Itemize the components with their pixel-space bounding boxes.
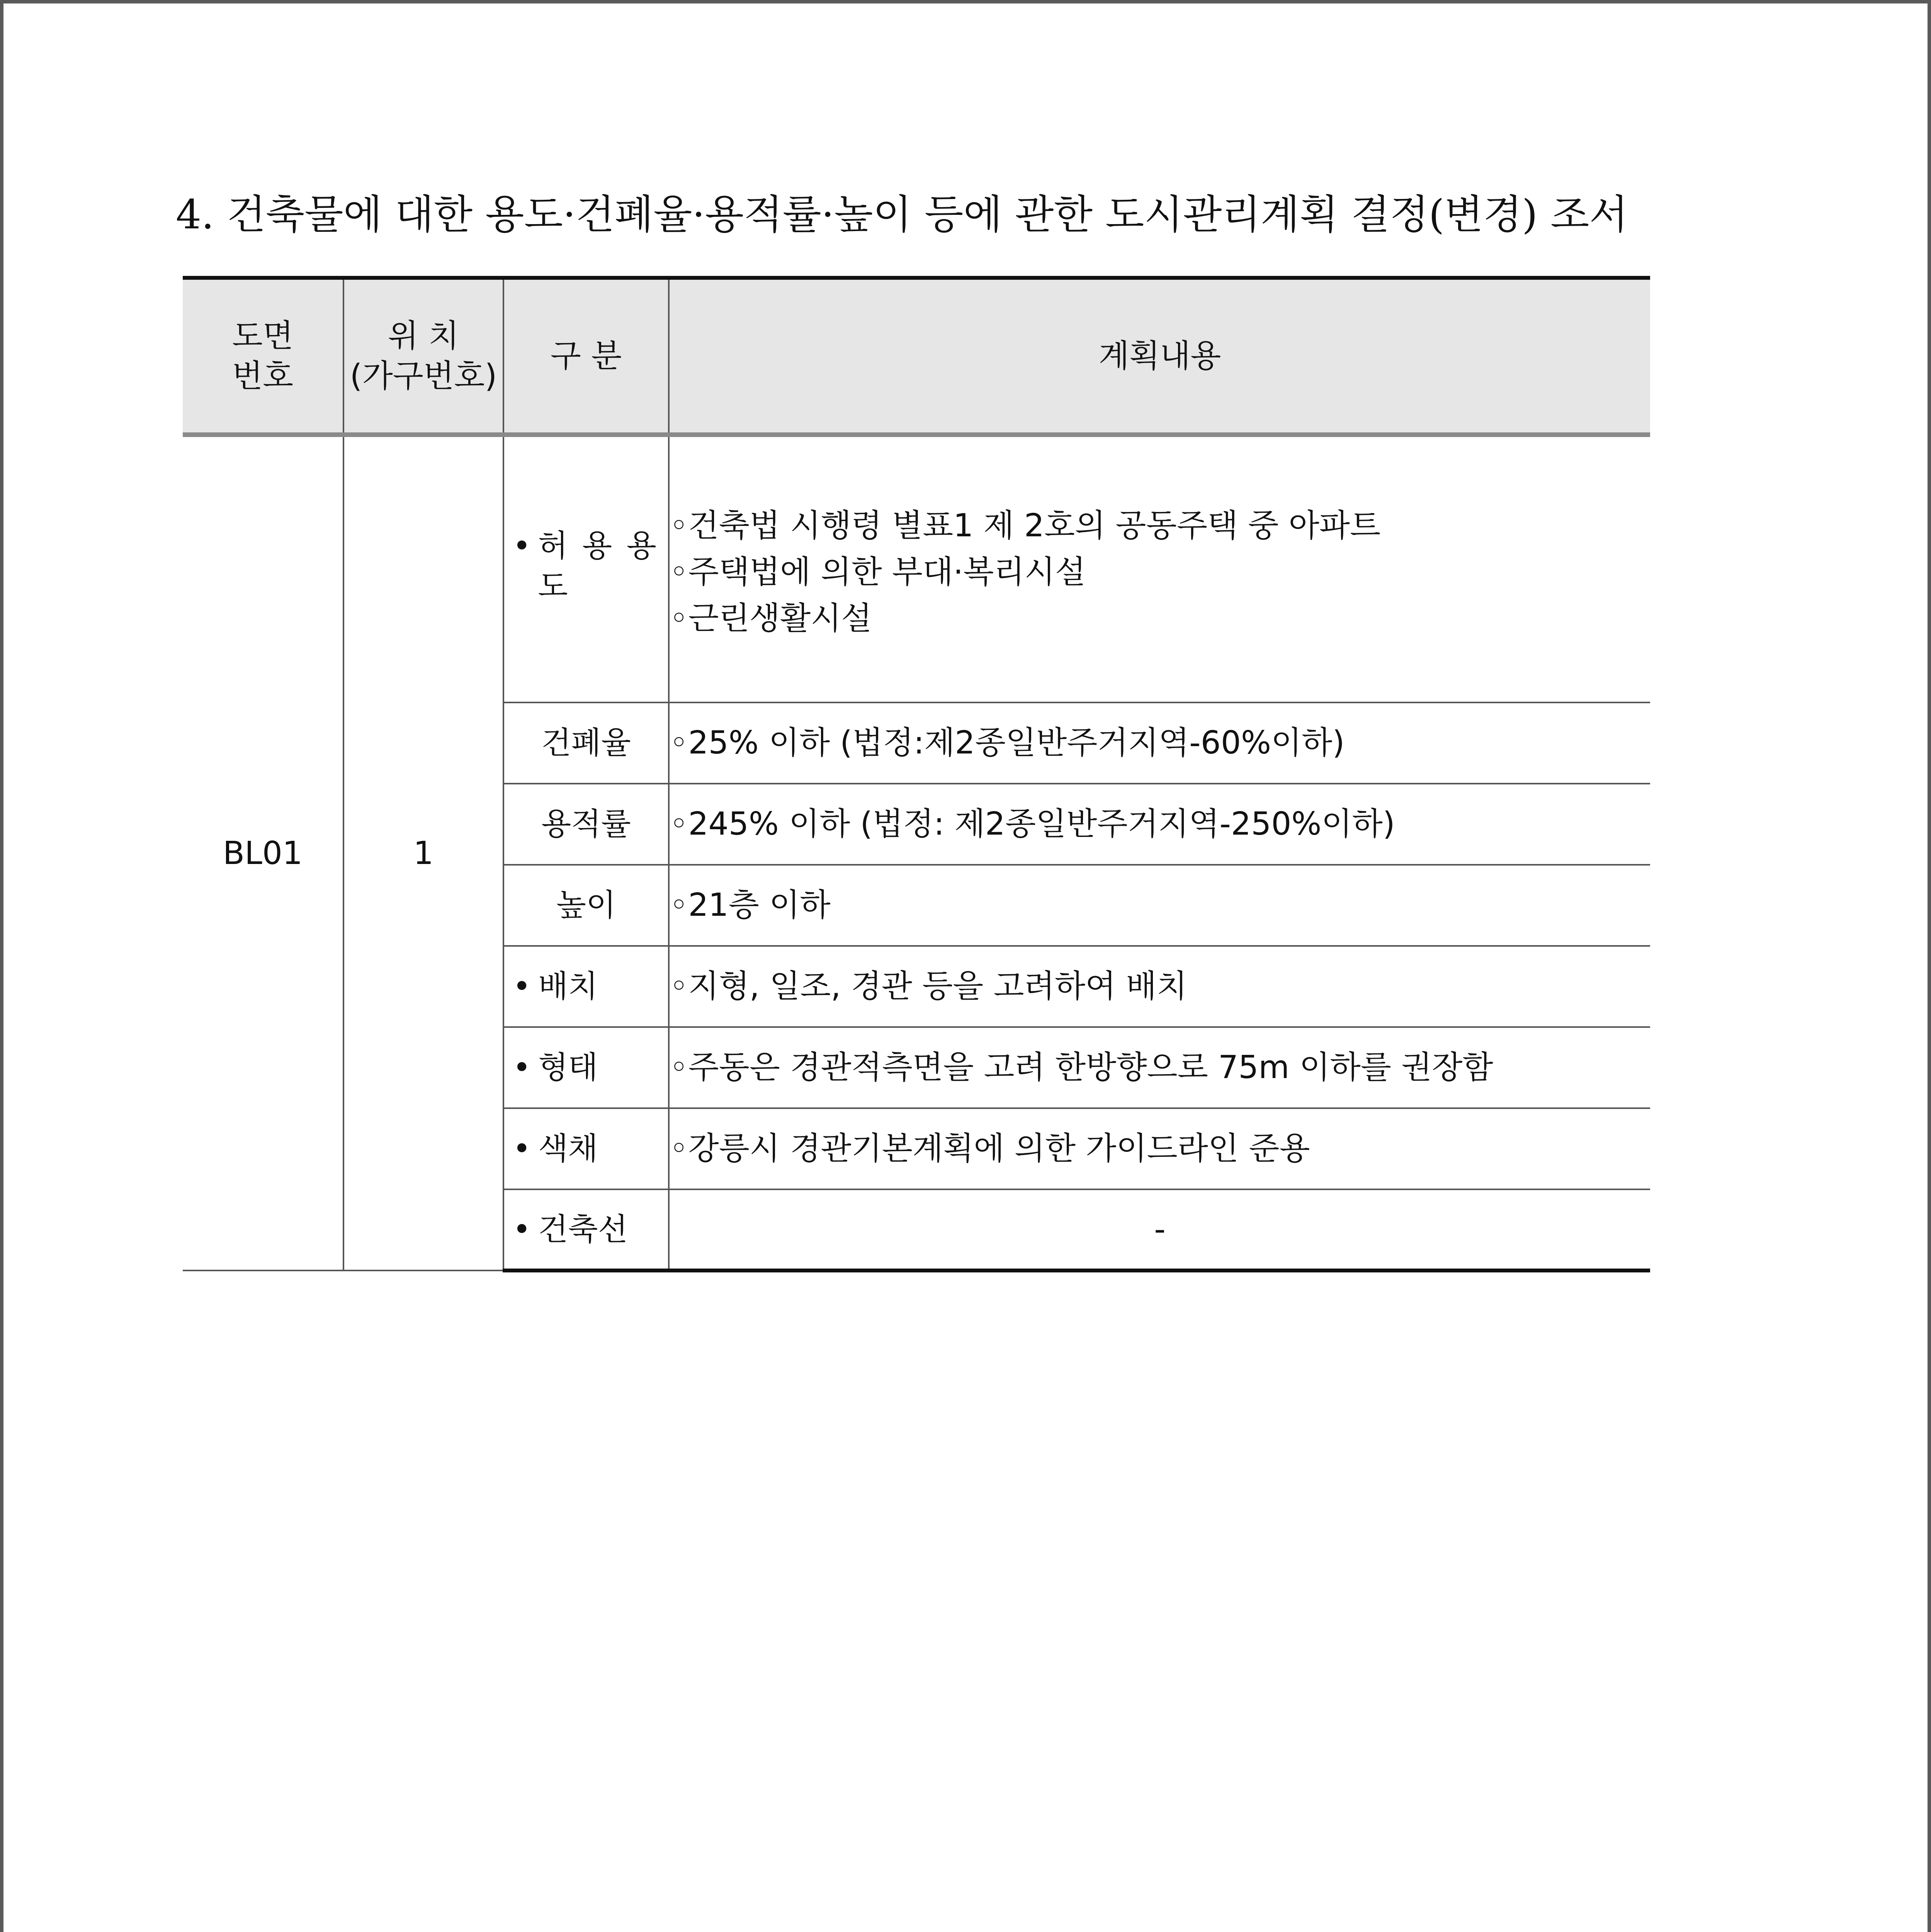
content-cell: ◦25% 이하 (법정:제2종일반주거지역-60%이하) [669,702,1650,784]
header-category: 구 분 [503,278,669,435]
table-row [183,435,1650,702]
category-cell [503,435,669,702]
content-cell: ◦강릉시 경관기본계획에 의한 가이드라인 준용 [669,1108,1650,1189]
content-cell: ◦주동은 경관적측면을 고려 한방향으로 75m 이하를 권장함 [669,1027,1650,1108]
content-cell: ◦245% 이하 (법정: 제2종일반주거지역-250%이하) [669,784,1650,865]
category-cell [503,1108,669,1189]
header-location-line1: 위 치 [388,317,459,354]
header-location-line2: (가구번호) [350,357,497,395]
category-label: 형태 [538,1049,598,1085]
category-label: 허 용 용도 [538,528,659,604]
category-cell: 용적률 [503,784,669,865]
content-line: ◦근린생활시설 [670,600,872,637]
content-cell [669,435,1650,702]
bullet-mark: • [513,968,531,1004]
category-cell: 건폐율 [503,702,669,784]
document-title: 4. 건축물에 대한 용도·건폐율·용적률·높이 등에 관한 도시관리계획 결정(변경) 조서 [176,191,1628,238]
bullet-mark: • [513,1211,531,1247]
category-cell: 높이 [503,865,669,946]
bullet-mark: • [513,1131,531,1167]
category-cell [503,1189,669,1270]
header-drawing-number [183,278,343,435]
bullet-mark: • [513,1049,531,1085]
drawing-number-cell: BL01 [183,435,343,1270]
category-cell [503,1027,669,1108]
content-cell: ◦21층 이하 [669,865,1650,946]
content-line: ◦건축법 시행령 별표1 제 2호의 공동주택 중 아파트 [670,507,1381,544]
category-label: 배치 [538,968,598,1004]
bullet-mark: • [513,528,531,564]
content-line: ◦주택법에 의한 부대·복리시설 [670,554,1086,590]
plan-table [183,276,1650,1272]
category-label: 색채 [538,1131,598,1167]
category-cell [503,946,669,1027]
table-header-row [183,278,1650,435]
header-location [343,278,503,435]
block-number-cell: 1 [343,435,503,1270]
category-label: 건축선 [538,1211,628,1247]
header-drawing-number-line2: 번호 [232,357,294,395]
header-drawing-number-line1: 도면 [232,317,294,354]
content-cell: ◦지형, 일조, 경관 등을 고려하여 배치 [669,946,1650,1027]
header-plan-content: 계획내용 [669,278,1650,435]
content-cell: - [669,1189,1650,1270]
